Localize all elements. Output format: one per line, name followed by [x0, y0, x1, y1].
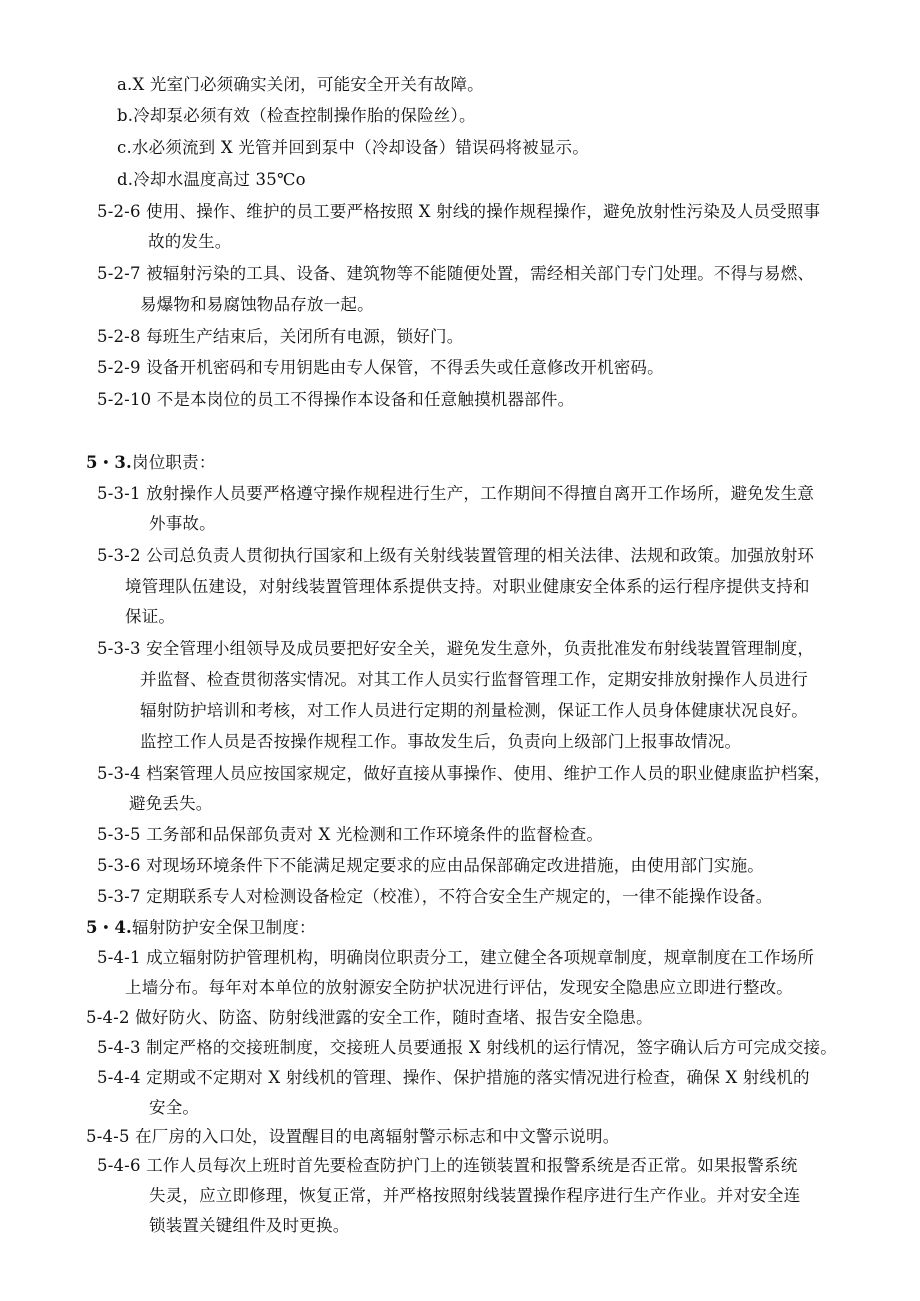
- clause-5-3-2-line-1: 5-3-2 公司总负责人贯彻执行国家和上级有关射线装置管理的相关法律、法规和政策。加强放射环: [97, 546, 815, 565]
- section-5-3-heading: [86, 451, 216, 475]
- clause-5-4-4-line-2: 安全。: [149, 1098, 200, 1117]
- item-a: a.X 光室门必须确实关闭，可能安全开关有故障。: [117, 75, 484, 94]
- clause-5-3-3-line-3: 辐射防护培训和考核，对工作人员进行定期的剂量检测，保证工作人员身体健康状况良好。: [140, 701, 808, 720]
- clause-5-3-3-line-1: 5-3-3 安全管理小组领导及成员要把好安全关，避免发生意外，负责批准发布射线装置管理制度，: [97, 639, 815, 658]
- clause-5-2-7-line-2: 易爆物和易腐蚀物品存放一起。: [140, 295, 374, 314]
- clause-5-4-1-line-1: 5-4-1 成立辐射防护管理机构，明确岗位职责分工，建立健全各项规章制度，规章制度在工作场所: [97, 948, 815, 967]
- item-d: d.冷却水温度高过 35℃o: [117, 170, 306, 189]
- clause-5-4-6-line-2: 失灵，应立即修理，恢复正常，并严格按照射线装置操作程序进行生产作业。并对安全连: [149, 1186, 801, 1205]
- clause-5-2-8: 5-2-8 每班生产结束后，关闭所有电源，锁好门。: [97, 327, 464, 346]
- section-5-4-number: 5・4.: [86, 918, 133, 937]
- item-b: b.冷却泵必须有效（检查控制操作胎的保险丝）。: [117, 106, 476, 125]
- item-c: c.水必须流到 X 光管并回到泵中（冷却设备）错误码将被显示。: [117, 138, 589, 157]
- clause-5-3-3-line-4: 监控工作人员是否按操作规程工作。事故发生后，负责向上级部门上报事故情况。: [140, 732, 742, 751]
- clause-5-2-6-line-2: 故的发生。: [148, 232, 232, 251]
- clause-5-2-7-line-1: 5-2-7 被辐射污染的工具、设备、建筑物等不能随便处置，需经相关部门专门处理。不得与易燃、: [97, 264, 815, 283]
- clause-5-2-9: 5-2-9 设备开机密码和专用钥匙由专人保管，不得丢失或任意修改开机密码。: [97, 358, 664, 377]
- clause-5-3-2-line-3: 保证。: [125, 607, 176, 626]
- clause-5-3-4-line-1: 5-3-4 档案管理人员应按国家规定，做好直接从事操作、使用、维护工作人员的职业健康监护档案，: [97, 764, 831, 783]
- clause-5-2-6-line-1: 5-2-6 使用、操作、维护的员工要严格按照 X 射线的操作规程操作，避免放射性污染及人员受照事: [97, 202, 821, 221]
- clause-5-3-3-line-2: 并监督、检查贯彻落实情况。对其工作人员实行监督管理工作，定期安排放射操作人员进行: [140, 670, 808, 689]
- clause-5-4-5: 5-4-5 在厂房的入口处，设置醒目的电离辐射警示标志和中文警示说明。: [86, 1127, 620, 1146]
- clause-5-4-2: 5-4-2 做好防火、防盗、防射线泄露的安全工作，随时查堵、报告安全隐患。: [86, 1008, 653, 1027]
- clause-5-4-3: 5-4-3 制定严格的交接班制度，交接班人员要通报 X 射线机的运行情况，签字确认后方可完成交接。: [97, 1038, 837, 1057]
- clause-5-4-6-line-3: 锁装置关键组件及时更换。: [149, 1216, 350, 1235]
- section-5-4-heading: [86, 916, 316, 940]
- section-5-3-number: 5・3.: [86, 453, 133, 472]
- clause-5-3-2-line-2: 境管理队伍建设，对射线装置管理体系提供支持。对职业健康安全体系的运行程序提供支持和: [125, 577, 810, 596]
- clause-5-3-4-line-2: 避免丢失。: [129, 794, 213, 813]
- clause-5-3-5: 5-3-5 工务部和品保部负责对 X 光检测和工作环境条件的监督检查。: [97, 825, 604, 844]
- clause-5-4-1-line-2: 上墙分布。每年对本单位的放射源安全防护状况进行评估，发现安全隐患应立即进行整改。: [125, 978, 793, 997]
- section-5-4-title: 辐射防护安全保卫制度：: [132, 918, 316, 937]
- clause-5-3-1-line-2: 外事故。: [149, 514, 216, 533]
- clause-5-3-1-line-1: 5-3-1 放射操作人员要严格遵守操作规程进行生产，工作期间不得擅自离开工作场所，避免发生意: [97, 484, 815, 503]
- clause-5-4-6-line-1: 5-4-6 工作人员每次上班时首先要检查防护门上的连锁装置和报警系统是否正常。如果报警系统: [97, 1156, 798, 1175]
- section-5-3-title: 岗位职责：: [132, 453, 216, 472]
- clause-5-3-6: 5-3-6 对现场环境条件下不能满足规定要求的应由品保部确定改进措施，由使用部门实施。: [97, 856, 764, 875]
- clause-5-2-10: 5-2-10 不是本岗位的员工不得操作本设备和任意触摸机器部件。: [97, 390, 575, 409]
- clause-5-4-4-line-1: 5-4-4 定期或不定期对 X 射线机的管理、操作、保护措施的落实情况进行检查，确保 X 射线机的: [97, 1068, 810, 1087]
- clause-5-3-7: 5-3-7 定期联系专人对检测设备检定（校准），不符合安全生产规定的，一律不能操作设备。: [97, 887, 773, 906]
